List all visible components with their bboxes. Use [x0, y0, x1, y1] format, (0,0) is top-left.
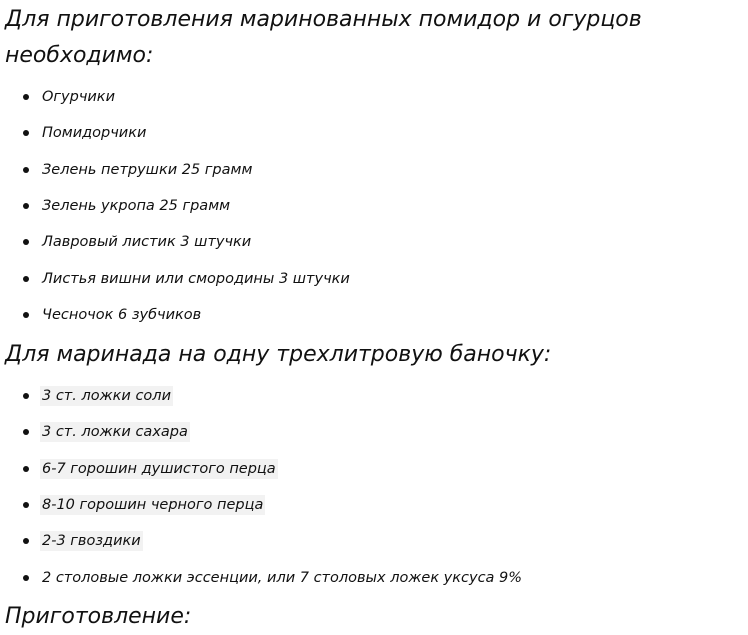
ingredients-heading [5, 2, 642, 74]
bullet-icon [23, 429, 29, 435]
bullet-icon [23, 538, 29, 544]
bullet-icon [23, 203, 29, 209]
list-item-text: Зелень петрушки 25 грамм [42, 161, 253, 178]
ingredients-heading-line-2: необходимо: [5, 43, 154, 68]
bullet-icon [23, 94, 29, 100]
list-item-text: Лавровый листик 3 штучки [42, 234, 252, 251]
list-item-text: Помидорчики [42, 125, 147, 142]
list-item-text: 2-3 гвоздики [42, 533, 141, 550]
list-item-text: 6-7 горошин душистого перца [42, 460, 276, 477]
preparation-heading: Приготовление: [5, 604, 192, 629]
list-item-text: Зелень укропа 25 грамм [42, 198, 231, 215]
bullet-icon [23, 575, 29, 581]
list-item-text: Огурчики [42, 89, 115, 106]
bullet-icon [23, 312, 29, 318]
bullet-icon [23, 466, 29, 472]
ingredients-heading-line-1: Для приготовления маринованных помидор и огурцов [5, 7, 642, 32]
marinade-heading: Для маринада на одну трехлитровую баночку: [5, 342, 552, 367]
bullet-icon [23, 502, 29, 508]
bullet-icon [23, 167, 29, 173]
bullet-icon [23, 276, 29, 282]
list-item-text: Чесночок 6 зубчиков [42, 306, 202, 323]
list-item-text: 3 ст. ложки сахара [42, 424, 188, 441]
list-item-text: 8-10 горошин черного перца [42, 497, 264, 514]
bullet-icon [23, 239, 29, 245]
bullet-icon [23, 130, 29, 136]
list-item-text: 2 столовые ложки эссенции, или 7 столовых ложек уксуса 9% [42, 569, 523, 586]
bullet-icon [23, 393, 29, 399]
list-item-text: 3 ст. ложки соли [42, 388, 171, 405]
list-item-text: Листья вишни или смородины 3 штучки [42, 270, 350, 287]
